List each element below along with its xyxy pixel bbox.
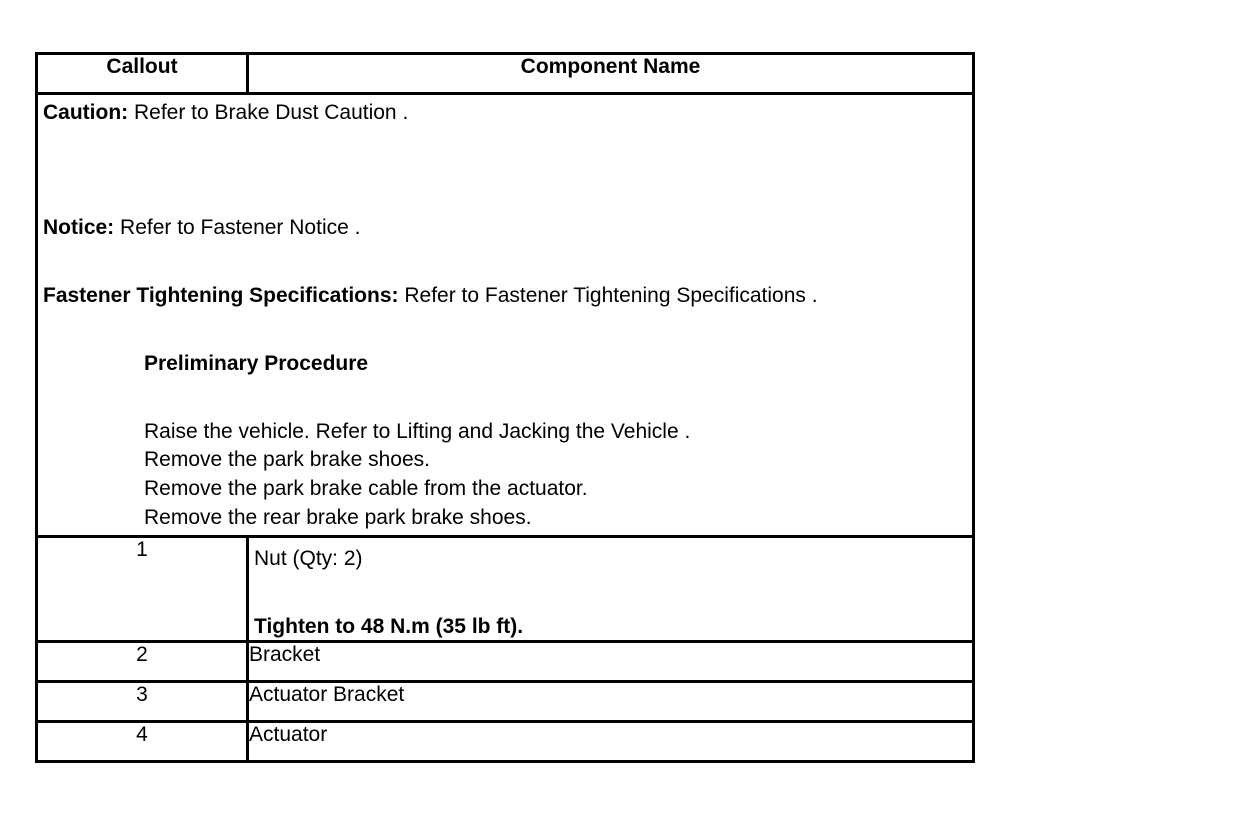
table-row bbox=[37, 537, 974, 642]
table-row bbox=[37, 722, 974, 762]
component-name: Bracket bbox=[248, 642, 974, 682]
caution-note bbox=[43, 101, 408, 125]
header-row bbox=[37, 54, 974, 94]
table-row bbox=[37, 642, 974, 682]
header-component-name: Component Name bbox=[248, 54, 974, 94]
callout-number: 3 bbox=[37, 682, 248, 722]
component-name-cell bbox=[248, 537, 974, 642]
notice-text: Refer to Fastener Notice . bbox=[114, 216, 361, 239]
procedure-step: Raise the vehicle. Refer to Lifting and Jacking the Vehicle . bbox=[144, 420, 691, 443]
caution-label: Caution: bbox=[43, 101, 129, 124]
caution-text: Refer to Brake Dust Caution . bbox=[128, 101, 409, 124]
header-callout: Callout bbox=[37, 54, 248, 94]
procedure-document bbox=[35, 52, 972, 763]
callout-number: 2 bbox=[37, 642, 248, 682]
notes-row bbox=[37, 94, 974, 537]
procedure-step: Remove the park brake cable from the actuator. bbox=[144, 477, 588, 500]
callout-number: 4 bbox=[37, 722, 248, 762]
component-name: Actuator Bracket bbox=[248, 682, 974, 722]
preliminary-procedure-heading: Preliminary Procedure bbox=[144, 352, 369, 375]
fastener-text: Refer to Fastener Tightening Specifications . bbox=[398, 284, 818, 307]
notice-label: Notice: bbox=[43, 216, 115, 239]
notice-note bbox=[43, 216, 360, 240]
component-name: Actuator bbox=[248, 722, 974, 762]
fastener-label: Fastener Tightening Specifications: bbox=[43, 284, 399, 307]
notes-cell bbox=[37, 94, 974, 537]
procedure-step: Remove the rear brake park brake shoes. bbox=[144, 506, 532, 529]
component-table bbox=[35, 52, 975, 763]
table-row bbox=[37, 682, 974, 722]
component-name: Nut (Qty: 2) bbox=[254, 547, 363, 570]
fastener-note bbox=[43, 284, 818, 308]
callout-number: 1 bbox=[37, 537, 248, 642]
procedure-step: Remove the park brake shoes. bbox=[144, 448, 430, 471]
torque-spec: Tighten to 48 N.m (35 lb ft). bbox=[254, 615, 524, 638]
